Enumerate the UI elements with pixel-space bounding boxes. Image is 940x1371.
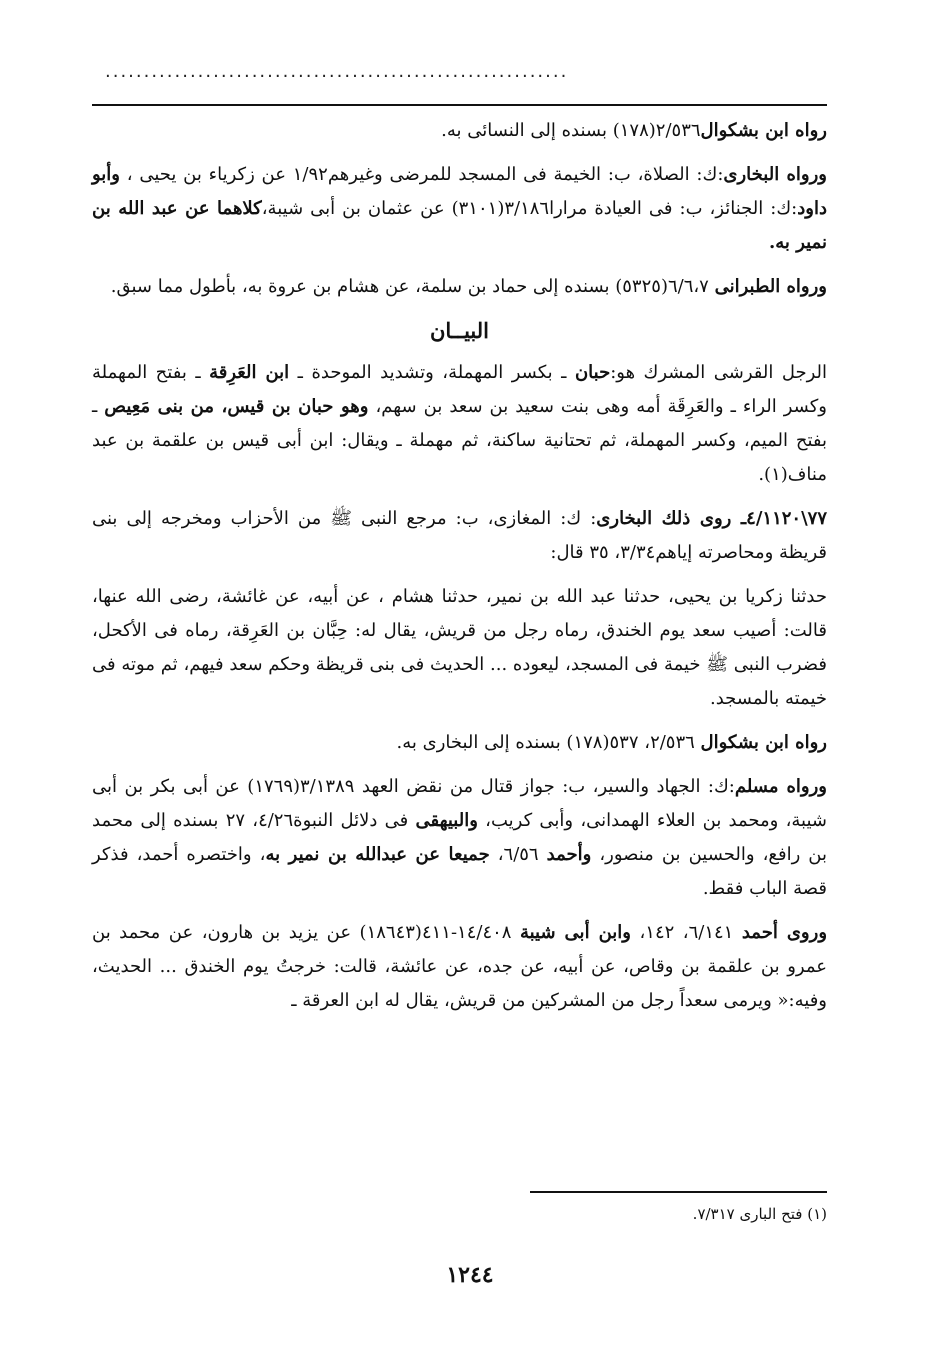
text-run: ٦/١٤١، ١٤٢، [631,922,742,943]
text-run: :ك: الجهاد والسير، ب: جواز قتال من نقض العهد ٣/١٣٨٩(١٧٦٩) عن أبى بكر بن أبى شيبة، ومحمد بن العلاء الهمدانى، وأبى كريب، [92,776,828,831]
bold-text: كلاهما عن عبد الله بن نمير به. [92,198,827,253]
text-run: :ك: الصلاة، ب: الخيمة فى المسجد للمرضى وغيرهم١/٩٢ عن زكرياء بن يحيى ، [120,164,724,185]
text-run: ١٤/٤٠٨-٤١١(١٨٦٤٣) عن يزيد بن هارون، عن محمد بن عمرو بن علقمة بن وقاص، عن أبيه، عن جده، عن عائشة، قالت: خرجتُ يوم الخندق ... الحديث، وفيه:« ويرمى سعداً رجل من المشركين من قريش، يقال له ابن العرقة ـ [92,922,827,1011]
paragraph [92,726,827,760]
paragraph [92,158,827,260]
section-heading: البيــان [429,318,490,343]
header-dots: ............................................................ [105,62,569,82]
text-run: حدثنا زكريا بن يحيى، حدثنا عبد الله بن نمير، حدثنا هشام ، عن أبيه، عن غائشة، رضى الله عنها، قالت: أصيب سعد يوم الخندق، رماه رجل من قريش، يقال له: حِبَّان بن العَرِقة، رماه فى الأكحل، فضرب النبى ﷺ خيمة فى المسجد، ليعوده ... الحديث فى بنى قريظة وحكم سعد فيهم، ثم موته فى خيمته بالمسجد. [92,586,827,709]
bold-text: والبيهقى [415,810,478,831]
page-number: ١٢٤٤ [446,1262,494,1288]
paragraph [92,356,827,492]
bold-text: ورواه البخارى [723,164,828,185]
bold-text: رواه ابن بشكوال [700,120,827,141]
text-run: ، واختصره أحمد، فذكر قصة الباب فقط. [92,844,827,899]
paragraph [92,270,827,304]
bold-text: ابن العَرِقة [209,362,290,383]
header-rule [92,104,827,106]
intro-paragraphs [92,114,827,304]
text-run: ـ بفتح المهملة وكسر الراء ـ والعَرِقَة أمه وهى بنت سعيد بن سعد بن سهم، [92,362,827,417]
bold-text: وروى أحمد [741,922,828,943]
text-run: ـ بكسر المهملة، وتشديد الموحدة ـ [289,362,575,383]
bold-text: حبان [574,362,611,383]
text-run: ـ بفتح الميم، وكسر المهملة، ثم تحتانية ساكنة، ثم مهملة ـ ويقال: ابن أبى قيس بن علقمة بن عبد مناف(١). [92,396,827,485]
text-run: ٦/٦،٧(٥٣٢٥) بسنده إلى حماد بن سلمة، عن هشام بن عروة به، بأطول مما سبق. [110,276,715,297]
bold-text: ورواه مسلم [734,776,827,797]
text-run: ٢/٥٣٦، ٥٣٧(١٧٨) بسنده إلى البخارى به. [396,732,701,753]
bold-text: رواه ابن بشكوال [700,732,827,753]
text-run: : ك: المغازى، ب: مرجع النبى ﷺ من الأحزاب ومخرجه إلى بنى قريظة ومحاصرته إياهم٣/٣٤، ٣٥ قال: [92,508,827,563]
paragraph [92,114,827,148]
footnote: (١) فتح البارى ٧/٣١٧. [692,1205,827,1223]
bold-text: ورواه الطبرانى [714,276,827,297]
text-run: ٦/٥٦، [489,844,547,865]
paragraph [92,502,827,570]
bold-text: وأبو داود [92,164,827,219]
paragraph [92,770,827,906]
footnote-rule [530,1191,827,1193]
text-run: الرجل القرشى المشرك هو: [610,362,828,383]
bold-text: وأحمد [546,844,592,865]
text-run: :ك: الجنائز، ب: فى العيادة مرارا٣/١٨٦(٣١٠١) عن عثمان بن أبى شيبة، [261,198,798,219]
text-run: ٢/٥٣٦(١٧٨) بسنده إلى النسائى به. [441,120,701,141]
main-text [92,114,827,1028]
bold-text: ٧٧\٤/١١٢٠ـ روى ذلك البخارى [596,508,827,529]
bold-text: وهو حبان بن قيس، من بنى مَعِيص [104,396,369,417]
body-paragraphs [92,356,827,1018]
bold-text: وابن أبى شيبة [519,922,631,943]
paragraph [92,580,827,716]
bold-text: جميعا عن عبدالله بن نمير به [265,844,490,865]
paragraph [92,916,827,1018]
text-run: فى دلائل النبوة٤/٢٦، ٢٧ بسنده إلى محمد بن رافع، والحسين بن منصور، [92,810,827,865]
